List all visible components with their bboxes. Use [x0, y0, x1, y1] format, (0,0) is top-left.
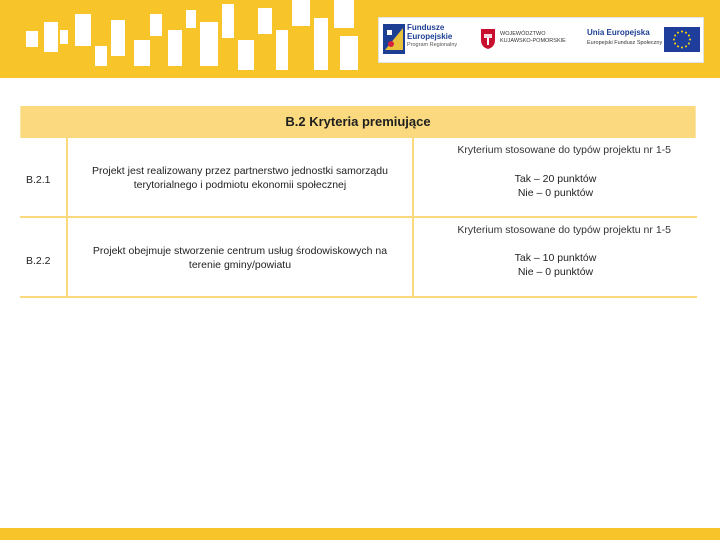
points-no: Nie – 0 punktów: [517, 187, 594, 199]
decor-square: [334, 0, 354, 28]
fe-line1: Fundusze: [407, 23, 445, 32]
criterion-description: Projekt obejmuje stworzenie centrum usług środowiskowych na terenie gminy/powiatu: [92, 245, 388, 271]
criterion-description: Projekt jest realizowany przez partnerstwo jednostki samorządu terytorialnego i podmiotu ekonomii społecznej: [92, 165, 388, 191]
decor-square: [238, 40, 254, 70]
decor-square: [44, 22, 58, 52]
decor-square: [314, 18, 328, 70]
criterion-points: [414, 172, 697, 200]
eu-logo-text: [587, 28, 662, 48]
criterion-id-cell: [20, 138, 68, 216]
points-yes: Tak – 20 punktów: [514, 173, 597, 185]
kp-line2: KUJAWSKO-POMORSKIE: [500, 38, 566, 44]
decor-square: [26, 31, 38, 47]
fe-line3: Program Regionalny: [407, 42, 458, 48]
decor-square: [200, 22, 218, 66]
fundusze-europejskie-logo-icon: [383, 24, 405, 54]
kujawsko-pomorskie-crest-icon: [480, 28, 496, 50]
decor-square: [60, 30, 68, 44]
table-row: [20, 218, 697, 296]
criterion-description-cell: [68, 218, 414, 296]
eu-line2: Europejski Fundusz Społeczny: [587, 40, 663, 46]
decor-square: [134, 40, 150, 66]
decor-square: [168, 30, 182, 66]
decor-square: [75, 14, 91, 46]
criterion-description-cell: [68, 138, 414, 216]
criterion-id: B.2.2: [26, 255, 51, 267]
decor-square: [292, 0, 310, 26]
decor-square: [258, 8, 272, 34]
criterion-applicability: Kryterium stosowane do typów projektu nr 1-5: [457, 144, 671, 156]
criterion-id-cell: [20, 218, 68, 296]
decor-square: [276, 30, 288, 70]
criterion-id: B.2.1: [26, 174, 51, 186]
decor-square: [222, 4, 234, 38]
fe-line2: Europejskie: [407, 32, 453, 41]
criterion-applicability: Kryterium stosowane do typów projektu nr 1-5: [457, 224, 671, 236]
decor-square: [150, 14, 162, 36]
decor-square: [186, 10, 196, 28]
decor-square: [95, 46, 107, 66]
top-banner: [0, 0, 720, 78]
kp-line1: WOJEWÓDZTWO: [500, 31, 546, 37]
decor-square: [111, 20, 125, 56]
table-title: B.2 Kryteria premiujące: [20, 106, 696, 138]
fundusze-europejskie-logo-text: [407, 23, 457, 50]
criterion-points-cell: [414, 218, 697, 296]
points-yes: Tak – 10 punktów: [514, 252, 597, 264]
table-row: [20, 138, 697, 216]
row-divider: [20, 296, 697, 298]
logo-strip: [378, 17, 704, 63]
eu-line1: Unia Europejska: [587, 28, 650, 37]
decor-square: [340, 36, 358, 70]
bottom-bar: [0, 528, 720, 540]
eu-flag-icon: [664, 27, 700, 52]
criterion-points-cell: [414, 138, 697, 216]
points-no: Nie – 0 punktów: [517, 266, 594, 278]
kujawsko-pomorskie-logo-text: [500, 31, 566, 45]
criterion-points: [414, 251, 697, 279]
